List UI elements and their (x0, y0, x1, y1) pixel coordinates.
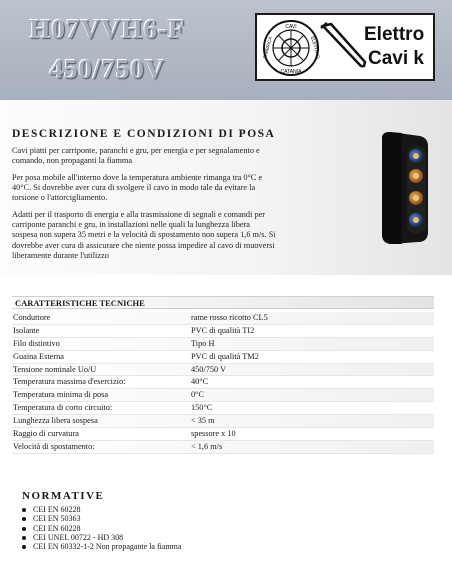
spec-label: Temperatura di corto circuito: (13, 403, 113, 413)
spec-value: < 35 m (191, 416, 215, 426)
spec-value: 450/750 V (191, 364, 227, 374)
spec-label: Tensione nominale Uo/U (13, 364, 97, 374)
description-heading: DESCRIZIONE E CONDIZIONI DI POSA (12, 128, 276, 140)
spec-row (12, 441, 434, 454)
normative-item: CEI EN 60228 (20, 505, 181, 514)
spec-row (12, 351, 434, 364)
spec-value: Tipo H (191, 338, 215, 348)
spec-value: PVC di qualità TI2 (191, 325, 255, 335)
brand-name-line2: Cavi k (368, 48, 424, 69)
spec-row (12, 415, 434, 428)
spec-value: 40°C (191, 377, 209, 387)
logo-ring-text-top: CAVI (285, 24, 297, 30)
normative-item: CEI EN 60228 (20, 524, 181, 533)
spec-label: Guaina Esterna (13, 351, 64, 361)
tech-specs-heading: CARATTERISTICHE TECNICHE (12, 296, 434, 309)
brand-name-line1: Elettro (364, 24, 425, 45)
voltage-rating-title: 450/750V (49, 54, 166, 84)
spec-row (12, 402, 434, 415)
logo-ring-text-left: FABBRICA (262, 36, 273, 60)
spec-label: Conduttore (13, 313, 51, 322)
normative-item: CEI EN 50363 (20, 514, 181, 523)
description-paragraph: Per posa mobile all'interno dove la temperatura ambiente rimanga tra 0°C e 40°C. Si dovrebbe aver cura di svolgere il cavo in modo tale da evitare la torsione o l'attorcigliamento. (12, 173, 263, 203)
normative-heading: NORMATIVE (22, 490, 105, 502)
spec-row (12, 364, 434, 377)
spec-label: Raggio di curvatura (13, 429, 79, 439)
description-paragraph: Adatti per il trasporto di energia e alla trasmissione di segnali e comandi per carriponte paranchi e gru, in installazioni nelle quali la lunghezza libera sospesa non supera 35 metri e la velocità di spostamento non supera 1,6 m/s. Si dovrebbe aver cura di assicurare che niente possa impedire al cavo di muoversi liberamente durante l'utilizzo (12, 210, 276, 260)
spec-row (12, 389, 434, 402)
company-logo (255, 13, 435, 81)
spec-value: 150°C (191, 403, 213, 413)
spec-value: PVC di qualità TM2 (191, 351, 259, 361)
spec-label: Temperatura minima di posa (13, 390, 109, 400)
normative-item: CEI EN 60332-1-2 Non propagante la fiamma (20, 542, 181, 551)
spec-value: 0°C (191, 390, 205, 400)
logo-ring-text-right: ELETTRICI (310, 35, 321, 60)
normative-item: CEI UNEL 00722 - HD 308 (20, 533, 181, 542)
spec-value: < 1,6 m/s (191, 441, 223, 451)
product-code-title: H07VVH6-F (29, 14, 186, 44)
spec-row (12, 428, 434, 441)
description-paragraph: Cavi piatti per carriponte, paranchi e gru, per energia e per segnalamento e comando, non propaganti la fiamma (12, 146, 260, 166)
spec-label: Velocità di spostamento: (13, 441, 95, 451)
spec-value: rame rosso ricotto CL5 (191, 313, 268, 322)
spec-row (12, 312, 434, 325)
flat-cable-image (380, 128, 432, 248)
logo-ring-text-bottom: CATANIA (280, 69, 302, 75)
spec-label: Isolante (13, 325, 40, 335)
normative-list (20, 505, 181, 551)
spec-label: Temperatura massima d'esercizio: (13, 377, 126, 387)
spec-label: Lunghezza libera sospesa (13, 416, 98, 426)
spec-row (12, 325, 434, 338)
spec-value: spessore x 10 (191, 429, 236, 439)
tech-specs-table (12, 312, 434, 454)
spec-label: Filo distintivo (13, 338, 60, 348)
spec-row (12, 338, 434, 351)
spec-row (12, 376, 434, 389)
